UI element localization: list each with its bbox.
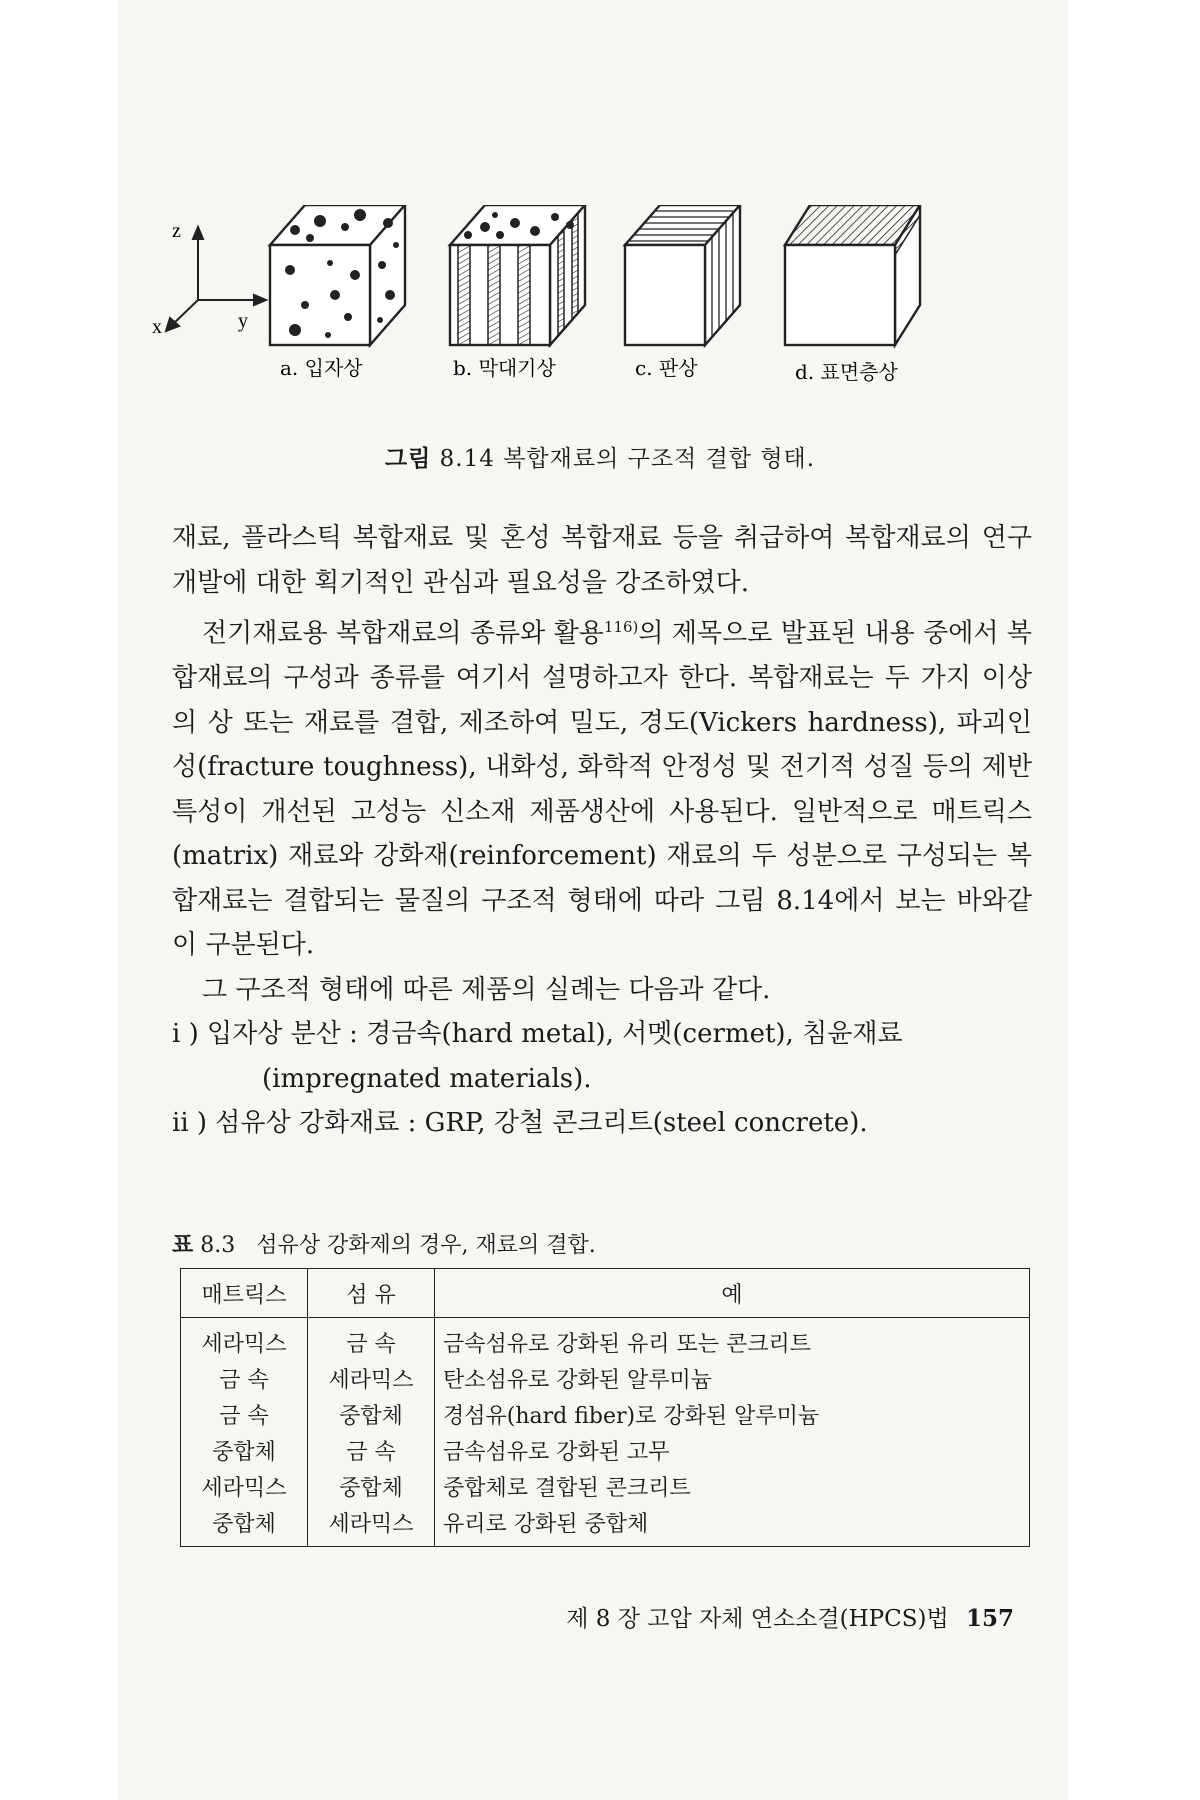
cell-matrix: 금 속 xyxy=(181,1396,308,1432)
particulate-cube xyxy=(270,205,405,345)
cell-fiber: 중합체 xyxy=(308,1396,435,1432)
cell-example: 금속섬유로 강화된 유리 또는 콘크리트 xyxy=(435,1318,1030,1361)
plate-cube xyxy=(625,205,740,345)
table-caption-number: 8.3 xyxy=(200,1233,236,1258)
table-row xyxy=(181,1468,1030,1504)
cell-example: 경섬유(hard fiber)로 강화된 알루미늄 xyxy=(435,1396,1030,1432)
list-item-1 xyxy=(172,1012,1032,1101)
table-caption-text: 섬유상 강화제의 경우, 재료의 결합. xyxy=(256,1233,596,1258)
header-fiber: 섬 유 xyxy=(308,1269,435,1318)
list-item-2: ii ) 섬유상 강화재료 : GRP, 강철 콘크리트(steel concrete). xyxy=(172,1108,868,1139)
surface-layer-cube xyxy=(785,205,920,345)
cell-example: 금속섬유로 강화된 고무 xyxy=(435,1432,1030,1468)
table-row xyxy=(181,1432,1030,1468)
panel-b-label: b. 막대기상 xyxy=(453,356,556,380)
rod-cube xyxy=(450,205,585,345)
figure-caption xyxy=(0,440,1200,473)
reference-superscript: 116) xyxy=(603,618,639,636)
paragraph-1: 재료, 플라스틱 복합재료 및 혼성 복합재료 등을 취급하여 복합재료의 연구개발에 대한 획기적인 관심과 필요성을 강조하였다. xyxy=(172,523,1032,598)
axis-label-y: y xyxy=(238,310,248,332)
paragraph-2-rest: 의 제목으로 발표된 내용 중에서 복합재료의 구성과 종류를 여기서 설명하고자 한다. 복합재료는 두 가지 이상의 상 또는 재료를 결합, 제조하여 밀도, 경도(Vickers hardness), 파괴인성(fracture toughness), 내화성, 화학적 안정성 및 전기적 성질 등의 제반 특성이 개선된 고성능 신소재 제품생산에 사용된다. 일반적으로 매트릭스(matrix) 재료와 강화재(reinforcement) 재료의 두 성분으로 구성되는 복합재료는 결합되는 물질의 구조적 형태에 따라 그림 8.14에서 보는 바와같이 구분된다. xyxy=(172,618,1032,961)
panel-c-label: c. 판상 xyxy=(635,356,698,380)
cell-fiber: 중합체 xyxy=(308,1468,435,1504)
list-item-1-continued: (impregnated materials). xyxy=(262,1063,592,1094)
cell-matrix: 중합체 xyxy=(181,1432,308,1468)
page-footer xyxy=(566,1600,1014,1633)
composite-table xyxy=(180,1268,1030,1547)
paragraph-2 xyxy=(172,605,1032,968)
table-row xyxy=(181,1396,1030,1432)
cell-example: 탄소섬유로 강화된 알루미늄 xyxy=(435,1360,1030,1396)
paragraph-2-start: 전기재료용 복합재료의 종류와 활용 xyxy=(202,618,604,649)
cell-fiber: 세라믹스 xyxy=(308,1504,435,1547)
table-caption-prefix: 표 xyxy=(172,1232,194,1258)
table-row xyxy=(181,1318,1030,1361)
paragraph-3: 그 구조적 형태에 따른 제품의 실례는 다음과 같다. xyxy=(202,974,771,1005)
cell-matrix: 세라믹스 xyxy=(181,1468,308,1504)
table-header-row xyxy=(181,1269,1030,1318)
cell-fiber: 금 속 xyxy=(308,1318,435,1361)
axes-icon xyxy=(166,227,266,331)
panel-a-label: a. 입자상 xyxy=(280,356,363,380)
cell-example: 유리로 강화된 중합체 xyxy=(435,1504,1030,1547)
table-row xyxy=(181,1360,1030,1396)
composite-structures-figure xyxy=(150,205,1050,425)
figure-caption-prefix: 그림 xyxy=(384,445,432,472)
axis-label-x: x xyxy=(152,316,162,338)
panel-d-label: d. 표면층상 xyxy=(795,360,898,384)
figure-caption-number: 8.14 xyxy=(439,446,495,472)
header-matrix: 매트릭스 xyxy=(181,1269,308,1318)
cell-matrix: 금 속 xyxy=(181,1360,308,1396)
table-caption xyxy=(172,1228,596,1259)
table-row xyxy=(181,1504,1030,1547)
axis-label-z: z xyxy=(172,220,181,242)
cell-matrix: 세라믹스 xyxy=(181,1318,308,1361)
header-example: 예 xyxy=(435,1269,1030,1318)
page-number: 157 xyxy=(965,1605,1014,1632)
cell-matrix: 중합체 xyxy=(181,1504,308,1547)
list-item-1-text: i ) 입자상 분산 : 경금속(hard metal), 서멧(cermet), 침윤재료 xyxy=(172,1019,903,1050)
cell-example: 중합체로 결합된 콘크리트 xyxy=(435,1468,1030,1504)
cell-fiber: 세라믹스 xyxy=(308,1360,435,1396)
chapter-title: 제 8 장 고압 자체 연소소결(HPCS)법 xyxy=(566,1606,949,1632)
body-text xyxy=(172,516,1032,1146)
cell-fiber: 금 속 xyxy=(308,1432,435,1468)
figure-caption-text: 복합재료의 구조적 결합 형태. xyxy=(503,446,816,472)
